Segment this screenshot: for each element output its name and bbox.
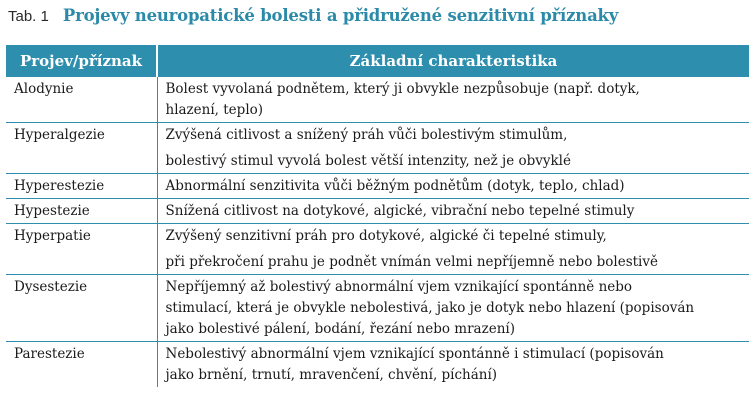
table-row <box>6 199 749 224</box>
description-line: Bolest vyvolaná podnětem, který ji obvykle nezpůsobuje (např. dotyk, <box>165 81 640 97</box>
row-description <box>157 123 749 174</box>
table-row <box>6 275 749 342</box>
row-description <box>157 224 749 275</box>
description-line: Nepříjemný až bolestivý abnormální vjem vznikající spontánně nebo <box>165 279 633 295</box>
description-line: hlazení, teplo) <box>165 102 264 118</box>
description-line: stimulací, která je obvykle nebolestivá, jako je dotyk nebo hlazení (popisován <box>165 300 695 316</box>
symptoms-table <box>6 45 749 387</box>
row-name: Hypestezie <box>6 199 157 224</box>
description-line: Zvýšená citlivost a snížený práh vůči bolestivým stimulům, <box>165 127 568 143</box>
description-line: jako brnění, trnutí, mravenčení, chvění, píchání) <box>165 367 498 383</box>
row-description <box>157 199 749 224</box>
row-name: Hyperestezie <box>6 174 157 199</box>
row-name: Hyperalgezie <box>6 123 157 174</box>
description-line: Abnormální senzitivita vůči běžným podnětům (dotyk, teplo, chlad) <box>165 178 625 194</box>
table-title: Projevy neuropatické bolesti a přidružené senzitivní příznaky <box>62 6 619 25</box>
table-row <box>6 77 749 123</box>
row-name: Dysestezie <box>6 275 157 342</box>
description-line: bolestivý stimul vyvolá bolest větší intenzity, než je obvyklé <box>165 153 571 169</box>
description-line: Zvýšený senzitivní práh pro dotykové, algické či tepelné stimuly, <box>165 228 607 244</box>
table-caption <box>8 6 618 36</box>
table-row <box>6 342 749 388</box>
row-description <box>157 275 749 342</box>
description-line: Nebolestivý abnormální vjem vznikající spontánně i stimulací (popisován <box>165 346 664 362</box>
description-line: Snížená citlivost na dotykové, algické, vibrační nebo tepelné stimuly <box>165 203 635 219</box>
row-description <box>157 174 749 199</box>
description-line: při překročení prahu je podnět vnímán velmi nepříjemně nebo bolestivě <box>165 254 658 270</box>
row-description <box>157 77 749 123</box>
row-description <box>157 342 749 388</box>
row-name: Alodynie <box>6 77 157 123</box>
row-name: Parestezie <box>6 342 157 388</box>
table-row <box>6 174 749 199</box>
table-row <box>6 123 749 174</box>
row-name: Hyperpatie <box>6 224 157 275</box>
header-characteristic: Základní charakteristika <box>157 45 749 77</box>
table-header-row <box>6 45 749 77</box>
header-symptom: Projev/příznak <box>6 45 157 77</box>
table-row <box>6 224 749 275</box>
description-line: jako bolestivé pálení, bodání, řezání nebo mrazení) <box>165 321 515 337</box>
table-number: Tab. 1 <box>8 8 49 25</box>
